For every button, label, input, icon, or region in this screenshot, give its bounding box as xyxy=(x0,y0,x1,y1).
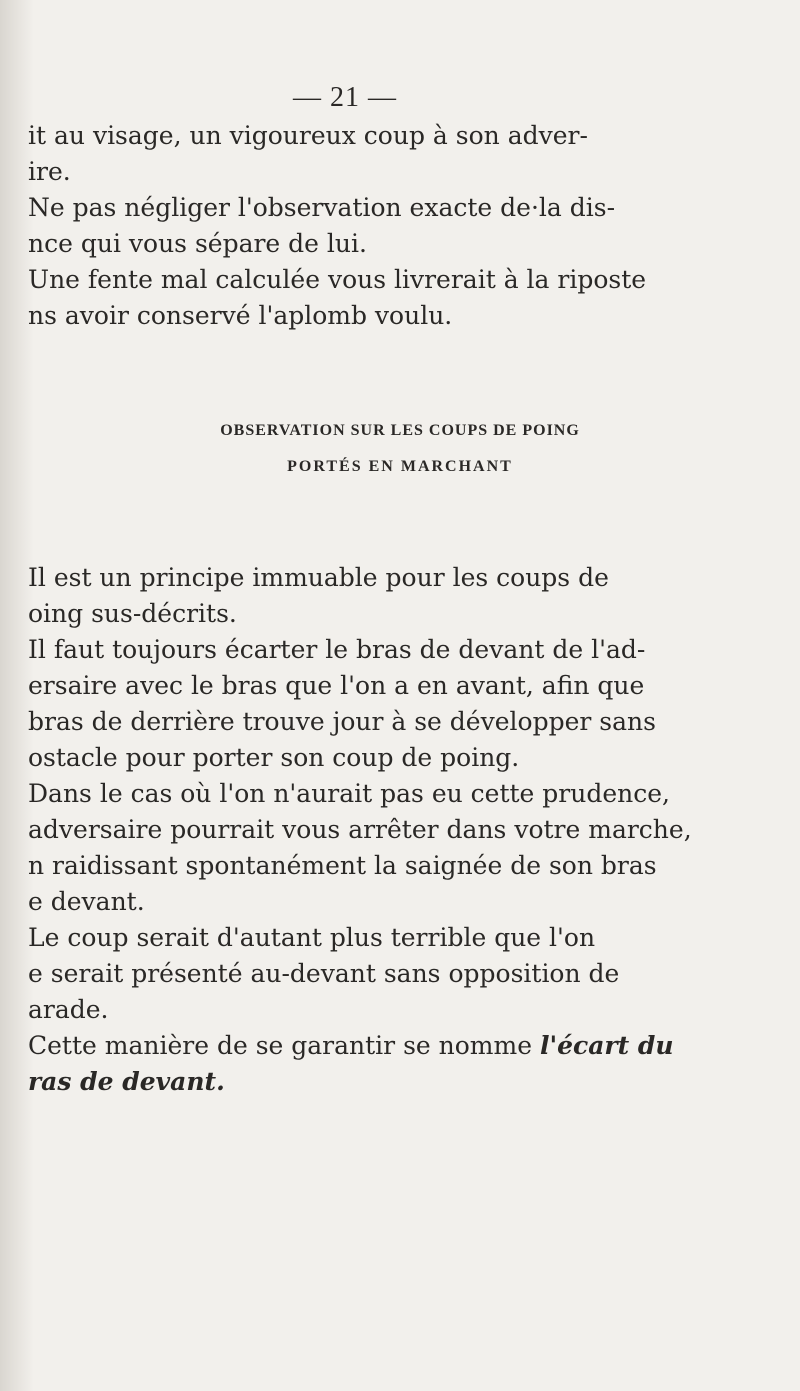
paragraph-6-line-3: n raidissant spontanément la saignée de son bras xyxy=(28,851,657,880)
paragraph-4-line-1: Il est un principe immuable pour les coups de xyxy=(28,563,609,592)
paragraph-2-line-2: nce qui vous sépare de lui. xyxy=(28,229,367,258)
paragraph-1-line-2: ire. xyxy=(28,157,71,186)
paragraph-7-line-1: Le coup serait d'autant plus terrible que l'on xyxy=(28,923,596,952)
paragraph-2-line-1: Ne pas négliger l'observation exacte de·la dis- xyxy=(28,193,616,222)
page-number: — 21 — xyxy=(293,82,397,113)
paragraph-5-line-4: ostacle pour porter son coup de poing. xyxy=(28,743,520,772)
paragraph-5-line-2: ersaire avec le bras que l'on a en avant, afin que xyxy=(28,671,645,700)
paragraph-3-line-2: ns avoir conservé l'aplomb voulu. xyxy=(28,301,453,330)
paragraph-5-line-3: bras de derrière trouve jour à se développer sans xyxy=(28,707,656,736)
paragraph-3 xyxy=(28,262,740,334)
paragraph-1-line-1: it au visage, un vigoureux coup à son adver- xyxy=(28,121,588,150)
paragraph-7 xyxy=(28,920,740,1028)
paragraph-6 xyxy=(28,776,740,920)
section-heading-line-1: OBSERVATION SUR LES COUPS DE POING xyxy=(220,422,580,439)
paragraph-7-line-2: e serait présenté au-devant sans opposition de xyxy=(28,959,620,988)
paragraph-6-line-1: Dans le cas où l'on n'aurait pas eu cette prudence, xyxy=(28,779,670,808)
paragraph-5 xyxy=(28,632,740,776)
paragraph-5-line-1: Il faut toujours écarter le bras de devant de l'ad- xyxy=(28,635,646,664)
paragraph-8-line-2: ras de devant. xyxy=(28,1067,225,1096)
paragraph-4-line-2: oing sus-décrits. xyxy=(28,599,237,628)
paragraph-8-line-1-italic: l'écart du xyxy=(539,1031,674,1060)
paragraph-7-line-3: arade. xyxy=(28,995,109,1024)
paragraph-2 xyxy=(28,190,740,262)
paragraph-8-line-1-text: Cette manière de se garantir se nomme xyxy=(28,1031,540,1060)
paragraph-8-line-1 xyxy=(28,1028,740,1064)
section-heading-line-2: PORTÉS EN MARCHANT xyxy=(287,458,513,475)
paragraph-1 xyxy=(28,118,740,190)
paragraph-6-line-2: adversaire pourrait vous arrêter dans votre marche, xyxy=(28,815,692,844)
paragraph-3-line-1: Une fente mal calculée vous livrerait à la riposte xyxy=(28,265,647,294)
paragraph-4 xyxy=(28,560,740,632)
paragraph-8 xyxy=(28,1028,740,1100)
paragraph-6-line-4: e devant. xyxy=(28,887,145,916)
